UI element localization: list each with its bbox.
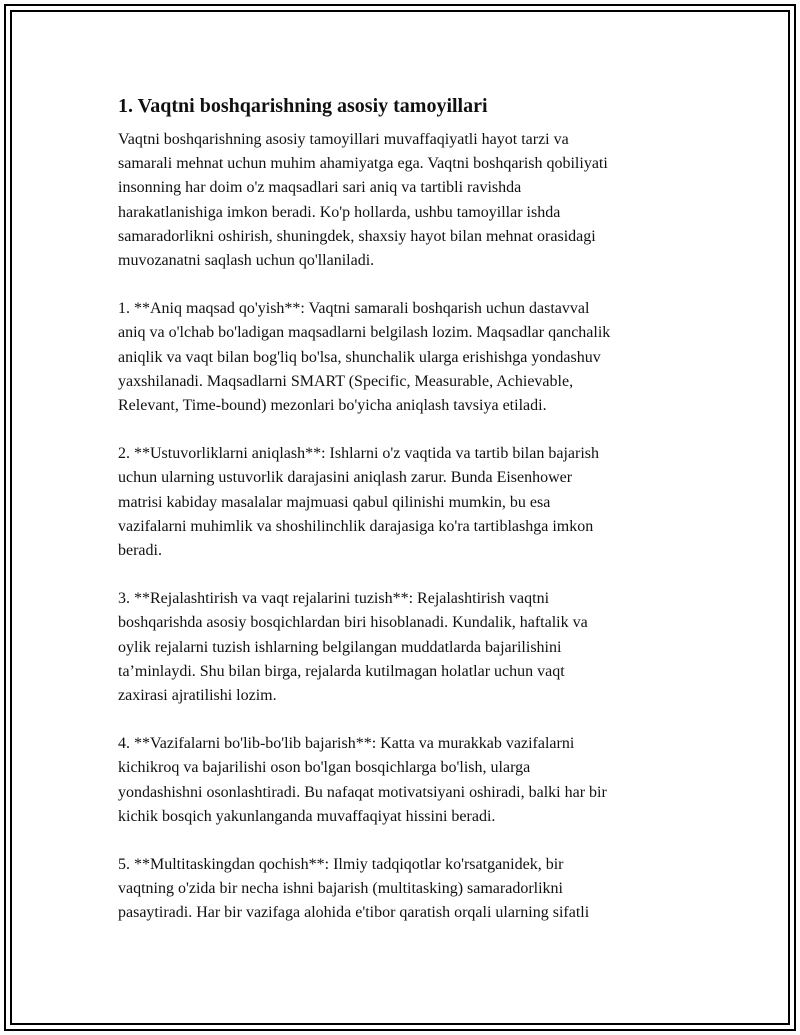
text-line: Vaqtni boshqarishning asosiy tamoyillari muvaffaqiyatli hayot tarzi va (118, 131, 569, 148)
text-line: uchun ularning ustuvorlik darajasini aniqlash zarur. Bunda Eisenhower (118, 469, 573, 487)
text-line: muvozanatni saqlash uchun qo'llaniladi. (118, 252, 375, 270)
text-line: Relevant, Time-bound) mezonlari bo'yicha aniqlash tavsiya etiladi. (118, 397, 547, 415)
text-line: 4. **Vazifalarni bo'lib-bo'lib bajarish**: Katta va murakkab vazifalarni (118, 735, 575, 753)
paragraph (118, 853, 698, 926)
text-line: kichik bosqich yakunlanganda muvaffaqiyat hissini beradi. (118, 807, 496, 825)
paragraph (118, 587, 698, 708)
text-line: samaradorlikni oshirish, shuningdek, shaxsiy hayot bilan mehnat orasidagi (118, 227, 596, 245)
text-line: insonning har doim o'z maqsadlari sari aniq va tartibli ravishda (118, 179, 522, 197)
text-line: vazifalarni muhimlik va shoshilinchlik darajasiga ko'ra tartiblashga imkon (118, 517, 594, 535)
text-line: 3. **Rejalashtirish va vaqt rejalarini tuzish**: Rejalashtirish vaqtni (118, 590, 550, 608)
text-line: pasaytiradi. Har bir vazifaga alohida e'tibor qaratish orqali ularning sifatli (118, 904, 590, 922)
text-line: 2. **Ustuvorliklarni aniqlash**: Ishlarni o'z vaqtida va tartib bilan bajarish (118, 445, 599, 463)
text-line: yondashishni osonlashtiradi. Bu nafaqat motivatsiyani oshiradi, balki har bir (118, 783, 607, 801)
text-line: 1. **Aniq maqsad qo'yish**: Vaqtni samarali boshqarish uchun dastavval (118, 300, 590, 318)
section-heading: 1. Vaqtni boshqarishning asosiy tamoyillari (118, 95, 488, 117)
paragraph (118, 732, 698, 829)
paragraph (118, 128, 698, 273)
text-line: oylik rejalarni tuzish ishlarning belgilangan muddatlarda bajarilishini (118, 638, 562, 656)
document-body (118, 93, 698, 950)
text-line: yaxshilanadi. Maqsadlarni SMART (Specific, Measurable, Achievable, (118, 372, 574, 390)
paragraph (118, 297, 698, 418)
text-line: matrisi kabiday masalalar majmuasi qabul qilinishi mumkin, bu esa (118, 493, 551, 511)
paragraph-list (118, 128, 698, 926)
text-line: vaqtning o'zida bir necha ishni bajarish (multitasking) samaradorlikni (118, 880, 563, 898)
text-line: ta’minlaydi. Shu bilan birga, rejalarda kutilmagan holatlar uchun vaqt (118, 662, 565, 680)
text-line: aniqlik va vaqt bilan bog'liq bo'lsa, shunchalik ularga erishishga yondashuv (118, 348, 601, 366)
text-line: aniq va o'lchab bo'ladigan maqsadlarni belgilash lozim. Maqsadlar qanchalik (118, 324, 611, 342)
paragraph (118, 442, 698, 563)
text-line: harakatlanishiga imkon beradi. Ko'p hollarda, ushbu tamoyillar ishda (118, 203, 561, 221)
text-line: zaxirasi ajratilishi lozim. (118, 687, 277, 705)
text-line: samarali mehnat uchun muhim ahamiyatga ega. Vaqtni boshqarish qobiliyati (118, 155, 608, 173)
text-line: boshqarishda asosiy bosqichlardan biri hisoblanadi. Kundalik, haftalik va (118, 614, 588, 632)
text-line: beradi. (118, 542, 162, 560)
text-line: kichikroq va bajarilishi oson bo'lgan bosqichlarga bo'lish, ularga (118, 759, 531, 777)
text-line: 5. **Multitaskingdan qochish**: Ilmiy tadqiqotlar ko'rsatganidek, bir (118, 856, 564, 874)
